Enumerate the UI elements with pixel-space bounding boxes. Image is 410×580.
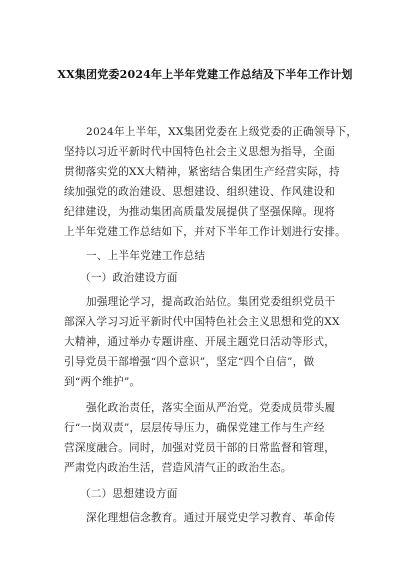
paragraph-line: 引导党员干部增强“四个意识”，坚定“四个自信”，做: [64, 356, 315, 368]
paragraph-line: 到“两个维护”。: [64, 376, 141, 388]
paragraph-line: 上半年党建工作总结如下，并对下半年工作计划进行安排。: [64, 226, 346, 238]
document-title: XX集团党委2024年上半年党建工作总结及下半年工作计划: [57, 68, 353, 81]
paragraph-line: 深化理想信念教育。通过开展党史学习教育、革命传: [86, 512, 336, 524]
subsection-heading: （二）思想建设方面: [80, 488, 178, 500]
paragraph-line: 贯彻落实党的XX大精神，紧密结合集团生产经营实际，持: [64, 166, 340, 178]
paragraph-line: 营深度融合。同时，加强对党员干部的日常监督和管理，: [64, 442, 336, 454]
paragraph-line: 大精神，通过举办专题讲座、开展主题党日活动等形式，: [64, 336, 336, 348]
paragraph-line: 坚持以习近平新时代中国特色社会主义思想为指导，全面: [64, 146, 336, 158]
paragraph-line: 纪律建设，为推动集团高质量发展提供了坚强保障。现将: [64, 206, 336, 218]
paragraph-line: 2024年上半年，XX集团党委在上级党委的正确领导下，: [86, 126, 358, 138]
paragraph-line: 强化政治责任，落实全面从严治党。党委成员带头履: [86, 402, 336, 414]
paragraph-line: 续加强党的政治建设、思想建设、组织建设、作风建设和: [64, 186, 336, 198]
subsection-heading: （一）政治建设方面: [80, 272, 178, 284]
paragraph-line: 加强理论学习，提高政治站位。集团党委组织党员干: [86, 296, 336, 308]
section-heading: 一、上半年党建工作总结: [86, 250, 206, 262]
paragraph-line: 严肃党内政治生活，营造风清气正的政治生态。: [64, 462, 292, 474]
paragraph-line: 行“一岗双责”，层层传导压力，确保党建工作与生产经: [64, 422, 325, 434]
paragraph-line: 部深入学习习近平新时代中国特色社会主义思想和党的XX: [64, 316, 340, 328]
